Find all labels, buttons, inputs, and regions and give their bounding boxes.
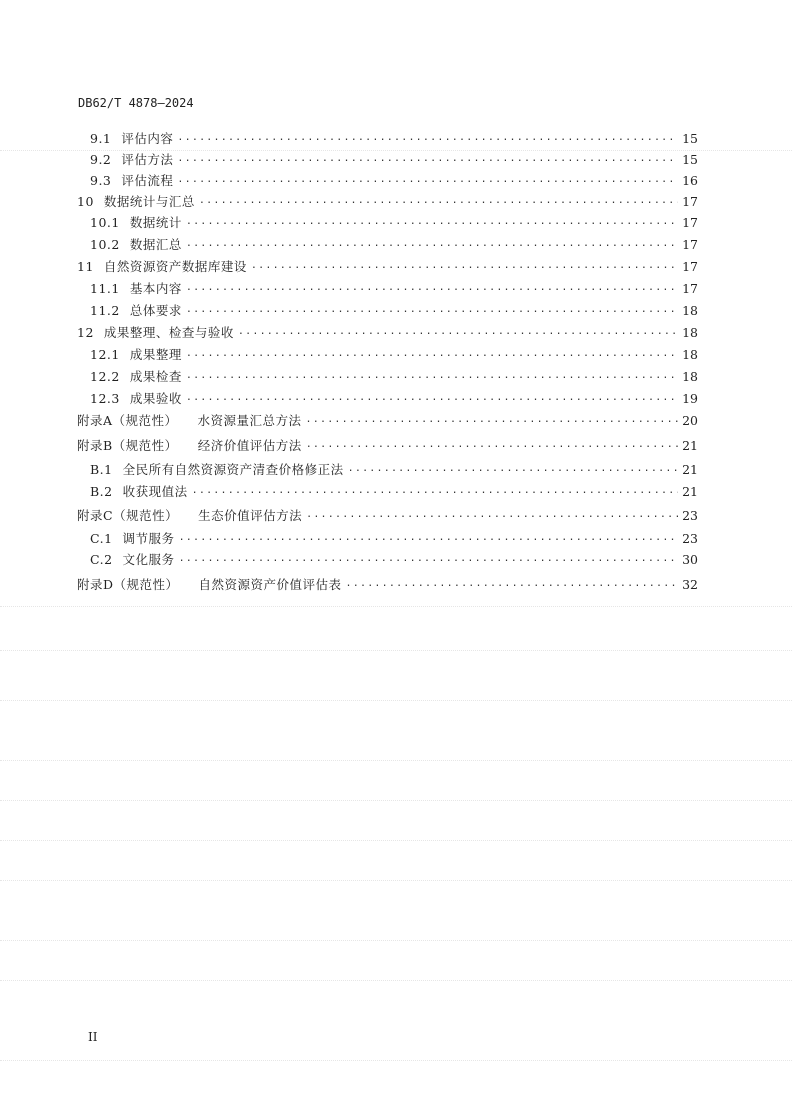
toc-leader-dots: [306, 509, 678, 521]
toc-entry-page: 21: [682, 483, 698, 499]
toc-entry[interactable]: [0, 300, 698, 320]
toc-entry-title: 全民所有自然资源资产清查价格修正法: [122, 462, 344, 477]
page-fold-line: [0, 980, 792, 981]
toc-entry-page: 20: [682, 412, 698, 428]
toc-leader-dots: [306, 414, 678, 426]
page-fold-line: [0, 150, 792, 151]
toc-leader-dots: [186, 238, 678, 250]
toc-leader-dots: [346, 578, 678, 590]
page-fold-line: [0, 760, 792, 761]
page-fold-line: [0, 880, 792, 881]
toc-entry[interactable]: [0, 278, 698, 298]
toc-entry-number: 附录A（规范性）: [77, 413, 178, 428]
toc-entry[interactable]: [0, 149, 698, 169]
toc-entry[interactable]: [0, 170, 698, 190]
toc-entry-number: 附录B（规范性）: [77, 438, 178, 453]
toc-entry[interactable]: [0, 366, 698, 386]
toc-entry-number: 11.2: [90, 302, 120, 318]
toc-entry-title: 收获现值法: [122, 484, 188, 499]
toc-leader-dots: [306, 439, 678, 451]
toc-entry-number: 12: [77, 324, 94, 340]
toc-entry-number: 9.1: [90, 130, 112, 146]
page-fold-line: [0, 606, 792, 607]
toc-entry-number: 12.1: [90, 346, 120, 362]
toc-entry-title: 成果验收: [129, 391, 182, 406]
page-fold-line: [0, 800, 792, 801]
toc-entry-title: 评估内容: [121, 131, 174, 146]
toc-entry-page: 15: [682, 130, 698, 146]
toc-entry-page: 32: [682, 576, 698, 592]
toc-entry-title: 自然资源资产数据库建设: [103, 259, 247, 274]
toc-leader-dots: [186, 216, 678, 228]
toc-entry[interactable]: [0, 322, 698, 342]
toc-entry-page: 17: [682, 280, 698, 296]
toc-entry-page: 18: [682, 302, 698, 318]
toc-leader-dots: [186, 304, 678, 316]
toc-entry-number: 附录D（规范性）: [77, 577, 179, 592]
toc-entry-title: 评估方法: [121, 152, 174, 167]
page-fold-line: [0, 1060, 792, 1061]
toc-leader-dots: [177, 153, 678, 165]
toc-entry[interactable]: [0, 212, 698, 232]
toc-entry-number: C.1: [90, 530, 113, 546]
toc-entry[interactable]: [0, 388, 698, 408]
toc-entry-number: 12.3: [90, 390, 120, 406]
page-fold-line: [0, 840, 792, 841]
toc-entry-number: 11: [77, 258, 94, 274]
toc-leader-dots: [177, 174, 678, 186]
toc-entry[interactable]: [0, 528, 698, 548]
toc-leader-dots: [179, 553, 678, 565]
toc-entry-title: 自然资源资产价值评估表: [198, 577, 342, 592]
toc-entry[interactable]: [0, 505, 698, 525]
toc-leader-dots: [177, 132, 678, 144]
toc-entry-title: 文化服务: [122, 552, 175, 567]
toc-entry-number: 9.3: [90, 172, 112, 188]
toc-entry-title: 数据汇总: [129, 237, 182, 252]
document-code: DB62/T 4878—2024: [78, 96, 194, 110]
toc-entry[interactable]: [0, 435, 698, 455]
toc-entry-page: 18: [682, 368, 698, 384]
toc-entry-page: 16: [682, 172, 698, 188]
toc-entry-page: 18: [682, 346, 698, 362]
toc-entry[interactable]: [0, 549, 698, 569]
toc-leader-dots: [199, 195, 678, 207]
toc-entry-title: 成果整理、检查与验收: [103, 325, 234, 340]
page-number: II: [88, 1030, 98, 1044]
toc-entry[interactable]: [0, 481, 698, 501]
toc-entry-number: B.1: [90, 461, 113, 477]
page-fold-line: [0, 940, 792, 941]
toc-entry-number: 9.2: [90, 151, 112, 167]
toc-entry-page: 18: [682, 324, 698, 340]
toc-entry[interactable]: [0, 128, 698, 148]
toc-entry-number: 10: [77, 193, 94, 209]
toc-entry-title: 经济价值评估方法: [197, 438, 302, 453]
toc-entry-title: 数据统计: [129, 215, 182, 230]
toc-entry[interactable]: [0, 191, 698, 211]
toc-entry-number: 10.2: [90, 236, 120, 252]
toc-leader-dots: [179, 532, 678, 544]
toc-leader-dots: [192, 485, 678, 497]
toc-leader-dots: [251, 260, 678, 272]
toc-entry[interactable]: [0, 256, 698, 276]
toc-entry-page: 17: [682, 236, 698, 252]
toc-leader-dots: [238, 326, 678, 338]
toc-entry-title: 数据统计与汇总: [103, 194, 195, 209]
toc-entry-title: 评估流程: [121, 173, 174, 188]
toc-entry[interactable]: [0, 410, 698, 430]
toc-entry[interactable]: [0, 234, 698, 254]
toc-entry-title: 生态价值评估方法: [198, 508, 303, 523]
toc-entry-title: 基本内容: [129, 281, 182, 296]
toc-entry-page: 17: [682, 193, 698, 209]
toc-leader-dots: [186, 282, 678, 294]
page-fold-line: [0, 700, 792, 701]
toc-entry-page: 23: [682, 530, 698, 546]
toc-entry-title: 成果检查: [129, 369, 182, 384]
toc-leader-dots: [348, 463, 678, 475]
toc-entry-page: 23: [682, 507, 698, 523]
toc-entry-title: 调节服务: [122, 531, 175, 546]
toc-entry-number: 12.2: [90, 368, 120, 384]
toc-entry-number: B.2: [90, 483, 113, 499]
toc-entry[interactable]: [0, 344, 698, 364]
toc-entry-page: 19: [682, 390, 698, 406]
toc-entry-title: 总体要求: [129, 303, 182, 318]
toc-entry-page: 21: [682, 461, 698, 477]
toc-entry-page: 17: [682, 214, 698, 230]
toc-leader-dots: [186, 392, 678, 404]
toc-entry-number: 10.1: [90, 214, 120, 230]
toc-entry-title: 水资源量汇总方法: [197, 413, 302, 428]
toc-entry-number: 11.1: [90, 280, 120, 296]
toc-entry-page: 30: [682, 551, 698, 567]
toc-entry-page: 15: [682, 151, 698, 167]
toc-entry-page: 21: [682, 437, 698, 453]
toc-entry[interactable]: [0, 459, 698, 479]
page-fold-line: [0, 650, 792, 651]
toc-entry[interactable]: [0, 574, 698, 594]
toc-entry-number: 附录C（规范性）: [77, 508, 179, 523]
toc-entry-title: 成果整理: [129, 347, 182, 362]
toc-entry-number: C.2: [90, 551, 113, 567]
toc-entry-page: 17: [682, 258, 698, 274]
toc-leader-dots: [186, 348, 678, 360]
toc-leader-dots: [186, 370, 678, 382]
